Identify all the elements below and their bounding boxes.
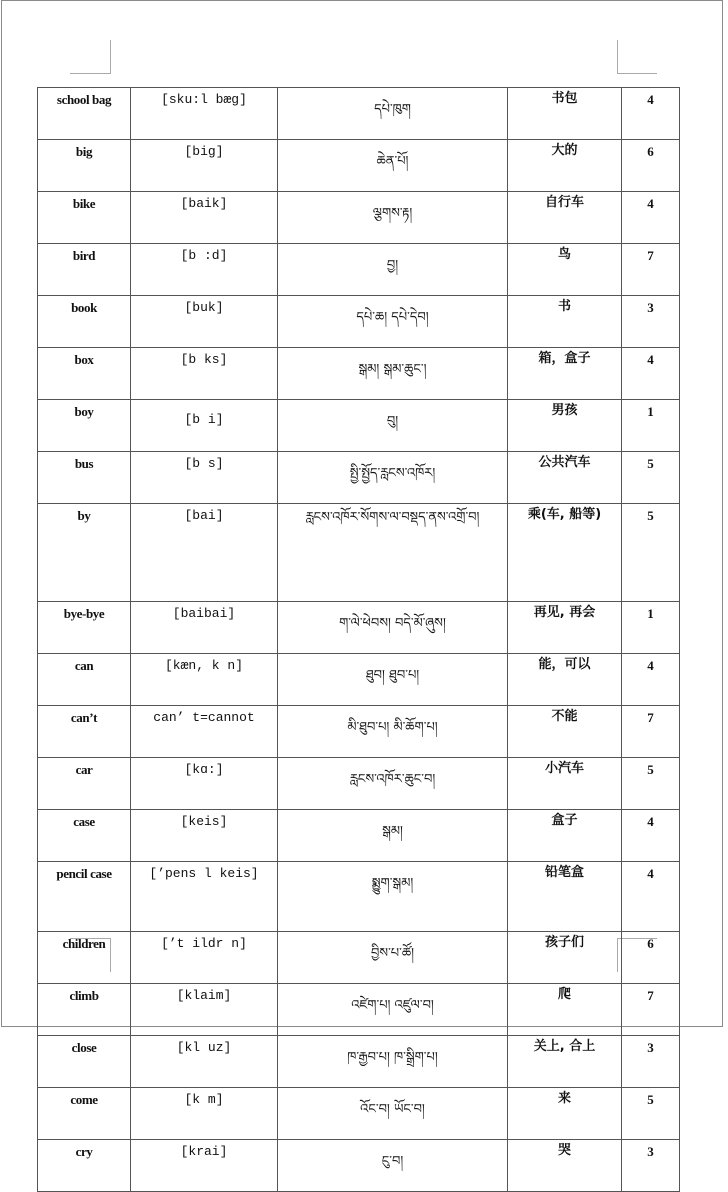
- english-word: climb: [38, 984, 131, 1036]
- tibetan-word: ཐུབ། ཐུབ་པ།: [278, 654, 508, 706]
- table-row: [38, 452, 680, 504]
- tibetan-word: བྱ།: [278, 244, 508, 296]
- table-row: [38, 862, 680, 932]
- phonetic: [bai]: [131, 504, 278, 602]
- phonetic: [big]: [131, 140, 278, 192]
- table-row: [38, 348, 680, 400]
- table-row: [38, 192, 680, 244]
- chinese-word: 孩子们: [508, 932, 622, 984]
- phonetic: [’pens l keis]: [131, 862, 278, 932]
- english-word: car: [38, 758, 131, 810]
- phonetic: [keis]: [131, 810, 278, 862]
- english-word: case: [38, 810, 131, 862]
- chinese-word: 能，可以: [508, 654, 622, 706]
- grade: 3: [622, 1140, 680, 1192]
- tibetan-word: སྒམ། སྒམ་ཆུང་།: [278, 348, 508, 400]
- grade: 3: [622, 296, 680, 348]
- grade: 6: [622, 932, 680, 984]
- chinese-word: 哭: [508, 1140, 622, 1192]
- english-word: can: [38, 654, 131, 706]
- phonetic: [b i]: [131, 400, 278, 452]
- grade: 7: [622, 244, 680, 296]
- english-word: by: [38, 504, 131, 602]
- phonetic: [baik]: [131, 192, 278, 244]
- english-word: can’t: [38, 706, 131, 758]
- chinese-word: 箱，盒子: [508, 348, 622, 400]
- tibetan-word: བྱིས་པ་ཚོ།: [278, 932, 508, 984]
- phonetic: [k m]: [131, 1088, 278, 1140]
- grade: 4: [622, 192, 680, 244]
- table-row: [38, 296, 680, 348]
- table-row: [38, 504, 680, 602]
- phonetic: [kɑ:]: [131, 758, 278, 810]
- tibetan-word: ཆེན་པོ།: [278, 140, 508, 192]
- tibetan-word: སྒམ།: [278, 810, 508, 862]
- phonetic: can’ t=cannot: [131, 706, 278, 758]
- vocabulary-table: [37, 87, 680, 1192]
- phonetic: [buk]: [131, 296, 278, 348]
- table-row: [38, 1036, 680, 1088]
- english-word: bus: [38, 452, 131, 504]
- phonetic: [’t ildr n]: [131, 932, 278, 984]
- english-word: cry: [38, 1140, 131, 1192]
- phonetic: [klaim]: [131, 984, 278, 1036]
- english-word: book: [38, 296, 131, 348]
- chinese-word: 关上, 合上: [508, 1036, 622, 1088]
- tibetan-word: མི་ཐུབ་པ། མི་ཆོག་པ།: [278, 706, 508, 758]
- english-word: bird: [38, 244, 131, 296]
- phonetic: [kl uz]: [131, 1036, 278, 1088]
- grade: 7: [622, 984, 680, 1036]
- tibetan-word: ག་ལེ་ཕེབས། བདེ་མོ་ཞུས།: [278, 602, 508, 654]
- table-row: [38, 602, 680, 654]
- crop-mark-top-left: [110, 40, 111, 74]
- chinese-word: 乘(车, 船等): [508, 504, 622, 602]
- chinese-word: 再见, 再会: [508, 602, 622, 654]
- chinese-word: 公共汽车: [508, 452, 622, 504]
- table-row: [38, 706, 680, 758]
- tibetan-word: བུ།: [278, 400, 508, 452]
- grade: 4: [622, 88, 680, 140]
- chinese-word: 来: [508, 1088, 622, 1140]
- tibetan-word: ངུ་བ།: [278, 1140, 508, 1192]
- tibetan-word: སྤྱི་སྤྱོད་རླངས་འཁོར།: [278, 452, 508, 504]
- english-word: pencil case: [38, 862, 131, 932]
- grade: 5: [622, 1088, 680, 1140]
- phonetic: [b ks]: [131, 348, 278, 400]
- chinese-word: 大的: [508, 140, 622, 192]
- tibetan-word: དཔེ་ཁུག: [278, 88, 508, 140]
- phonetic: [b :d]: [131, 244, 278, 296]
- phonetic: [krai]: [131, 1140, 278, 1192]
- chinese-word: 铅笔盒: [508, 862, 622, 932]
- tibetan-word: སྨྱུག་སྒམ།: [278, 862, 508, 932]
- chinese-word: 男孩: [508, 400, 622, 452]
- grade: 4: [622, 654, 680, 706]
- chinese-word: 书: [508, 296, 622, 348]
- tibetan-word: འཛེག་པ། འཛུལ་བ།: [278, 984, 508, 1036]
- grade: 4: [622, 810, 680, 862]
- chinese-word: 盒子: [508, 810, 622, 862]
- table-row: [38, 984, 680, 1036]
- table-row: [38, 758, 680, 810]
- table-row: [38, 88, 680, 140]
- grade: 4: [622, 862, 680, 932]
- phonetic: [kæn, k n]: [131, 654, 278, 706]
- chinese-word: 鸟: [508, 244, 622, 296]
- table-row: [38, 1140, 680, 1192]
- grade: 3: [622, 1036, 680, 1088]
- grade: 4: [622, 348, 680, 400]
- grade: 5: [622, 758, 680, 810]
- chinese-word: 小汽车: [508, 758, 622, 810]
- tibetan-word: ལྕགས་རྟ།: [278, 192, 508, 244]
- chinese-word: 爬: [508, 984, 622, 1036]
- grade: 7: [622, 706, 680, 758]
- crop-mark-top-right: [617, 40, 618, 74]
- phonetic: [b s]: [131, 452, 278, 504]
- english-word: boy: [38, 400, 131, 452]
- english-word: bye-bye: [38, 602, 131, 654]
- phonetic: [sku:l bæg]: [131, 88, 278, 140]
- grade: 1: [622, 602, 680, 654]
- grade: 6: [622, 140, 680, 192]
- english-word: children: [38, 932, 131, 984]
- grade: 5: [622, 504, 680, 602]
- english-word: big: [38, 140, 131, 192]
- grade: 5: [622, 452, 680, 504]
- english-word: box: [38, 348, 131, 400]
- chinese-word: 自行车: [508, 192, 622, 244]
- chinese-word: 不能: [508, 706, 622, 758]
- table-row: [38, 400, 680, 452]
- tibetan-word: རླངས་འཁོར་ཆུང་བ།: [278, 758, 508, 810]
- english-word: bike: [38, 192, 131, 244]
- crop-mark-top-right: [617, 73, 657, 74]
- tibetan-word: རླངས་འཁོར་སོགས་ལ་བསྡད་ནས་འགྲོ་བ།: [278, 504, 508, 602]
- tibetan-word: འོང་བ། ཡོང་བ།: [278, 1088, 508, 1140]
- grade: 1: [622, 400, 680, 452]
- english-word: close: [38, 1036, 131, 1088]
- table-row: [38, 1088, 680, 1140]
- table-row: [38, 140, 680, 192]
- chinese-word: 书包: [508, 88, 622, 140]
- english-word: school bag: [38, 88, 131, 140]
- table-row: [38, 244, 680, 296]
- tibetan-word: ཁ་རྒྱབ་པ། ཁ་སྒྲིག་པ།: [278, 1036, 508, 1088]
- table-row: [38, 654, 680, 706]
- english-word: come: [38, 1088, 131, 1140]
- table-row: [38, 810, 680, 862]
- crop-mark-top-left: [70, 73, 110, 74]
- phonetic: [baibai]: [131, 602, 278, 654]
- tibetan-word: དཔེ་ཆ། དཔེ་དེབ།: [278, 296, 508, 348]
- table-row: [38, 932, 680, 984]
